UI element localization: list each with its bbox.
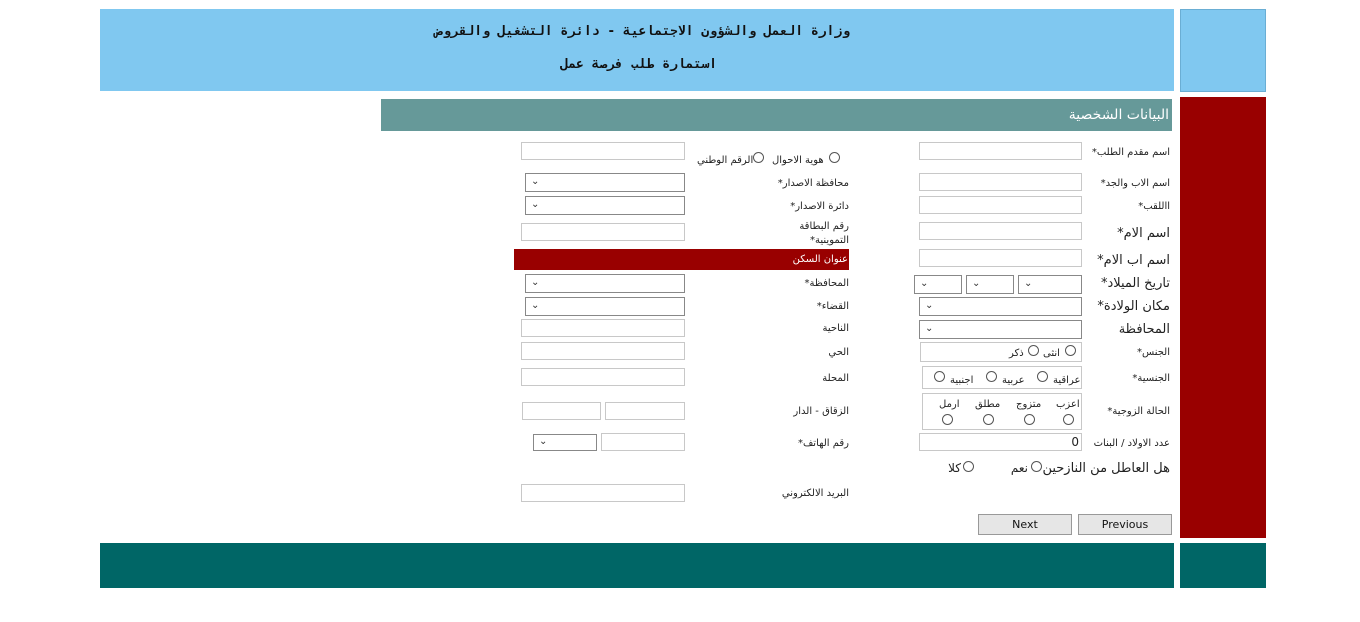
neighborhood-label: الحي bbox=[828, 347, 849, 358]
address-governorate-select[interactable] bbox=[525, 274, 685, 293]
neighborhood-input[interactable] bbox=[521, 342, 685, 360]
district-label: القضاء* bbox=[816, 301, 849, 312]
address-section-title: عنوان السكن bbox=[792, 254, 848, 265]
issue-governorate-select[interactable] bbox=[525, 173, 685, 192]
gender-female-radio[interactable] bbox=[1065, 345, 1076, 356]
chevron-down-icon: ⌄ bbox=[531, 277, 540, 288]
nationality-iraqi-label: عراقية bbox=[1053, 375, 1081, 386]
chevron-down-icon: ⌄ bbox=[539, 436, 548, 447]
gender-label: الجنس* bbox=[1136, 347, 1170, 358]
displaced-yes-label: نعم bbox=[1010, 461, 1028, 475]
nationality-foreign-label: اجنبية bbox=[950, 375, 974, 386]
address-governorate-label: المحافظة* bbox=[804, 278, 849, 289]
marital-married-label: متزوج bbox=[1016, 399, 1042, 410]
issue-office-label: دائرة الاصدار* bbox=[790, 201, 849, 212]
birth-place-label: مكان الولادة* bbox=[1097, 299, 1170, 314]
header-side-panel bbox=[1180, 9, 1266, 92]
marital-widowed-label: ارمل bbox=[939, 399, 960, 410]
marital-divorced-label: مطلق bbox=[975, 399, 1001, 410]
form-title: استمارة طلب فرصة عمل bbox=[560, 57, 717, 72]
displaced-question: هل العاطل من النازحين bbox=[1042, 461, 1170, 476]
birth-month-select[interactable] bbox=[966, 275, 1014, 294]
displaced-yes-radio[interactable] bbox=[1031, 461, 1042, 472]
marital-married-radio[interactable] bbox=[1024, 414, 1035, 425]
birth-year-select[interactable] bbox=[1018, 275, 1082, 294]
birth-place-select[interactable] bbox=[919, 297, 1082, 316]
chevron-down-icon: ⌄ bbox=[972, 278, 981, 289]
id-civil-label: هوية الاحوال bbox=[772, 155, 824, 166]
chevron-down-icon: ⌄ bbox=[920, 278, 929, 289]
side-panel bbox=[1180, 97, 1266, 538]
nationality-arab-radio[interactable] bbox=[986, 371, 997, 382]
subdistrict-label: الناحية bbox=[822, 323, 849, 334]
email-input[interactable] bbox=[521, 484, 685, 502]
governorate-select[interactable] bbox=[919, 320, 1082, 339]
gender-male-label: ذكر bbox=[1009, 348, 1024, 359]
alley-input[interactable] bbox=[605, 402, 685, 420]
mother-name-input[interactable] bbox=[919, 222, 1082, 240]
mother-name-label: اسم الام* bbox=[1117, 226, 1170, 241]
applicant-name-label: اسم مقدم الطلب* bbox=[1091, 147, 1170, 158]
displaced-no-label: كلا bbox=[948, 461, 961, 475]
id-civil-radio[interactable] bbox=[829, 152, 840, 163]
nationality-foreign-radio[interactable] bbox=[934, 371, 945, 382]
applicant-name-input[interactable] bbox=[919, 142, 1082, 160]
birth-date-label: تاريخ الميلاد* bbox=[1100, 276, 1170, 291]
phone-carrier-select[interactable] bbox=[533, 434, 597, 451]
nationality-iraqi-radio[interactable] bbox=[1037, 371, 1048, 382]
governorate-label: المحافظة bbox=[1118, 322, 1170, 337]
next-button[interactable]: Next bbox=[978, 514, 1072, 535]
address-section-bar bbox=[514, 249, 849, 270]
marital-single-radio[interactable] bbox=[1063, 414, 1074, 425]
marital-divorced-radio[interactable] bbox=[983, 414, 994, 425]
subdistrict-input[interactable] bbox=[521, 319, 685, 337]
ration-card-label-2: التموينية* bbox=[810, 235, 849, 246]
children-count-input[interactable]: 0 bbox=[919, 433, 1082, 451]
alley-house-label: الزقاق - الدار bbox=[793, 406, 849, 417]
birth-day-select[interactable] bbox=[914, 275, 962, 294]
chevron-down-icon: ⌄ bbox=[925, 323, 934, 334]
chevron-down-icon: ⌄ bbox=[531, 199, 540, 210]
chevron-down-icon: ⌄ bbox=[531, 176, 540, 187]
nationality-arab-label: عربية bbox=[1002, 375, 1025, 386]
previous-button[interactable]: Previous bbox=[1078, 514, 1172, 535]
surname-label: االلقب* bbox=[1138, 201, 1170, 212]
surname-input[interactable] bbox=[919, 196, 1082, 214]
gender-female-label: انثى bbox=[1043, 348, 1060, 359]
footer-side-panel bbox=[1180, 543, 1266, 588]
father-name-label: اسم الاب والجد* bbox=[1100, 178, 1170, 189]
marital-widowed-radio[interactable] bbox=[942, 414, 953, 425]
page-header bbox=[100, 9, 1174, 91]
mother-father-input[interactable] bbox=[919, 249, 1082, 267]
chevron-down-icon: ⌄ bbox=[1024, 278, 1033, 289]
ration-card-input[interactable] bbox=[521, 223, 685, 241]
email-label: البريد الالكتروني bbox=[781, 488, 849, 499]
house-input[interactable] bbox=[522, 402, 601, 420]
id-number-input[interactable] bbox=[521, 142, 685, 160]
mahalla-input[interactable] bbox=[521, 368, 685, 386]
marital-status-label: الحالة الزوجية* bbox=[1107, 406, 1170, 417]
children-count-label: عدد الاولاد / البنات bbox=[1093, 438, 1170, 449]
gender-male-radio[interactable] bbox=[1028, 345, 1039, 356]
issue-office-select[interactable] bbox=[525, 196, 685, 215]
issue-governorate-label: محافظة الاصدار* bbox=[777, 178, 849, 189]
phone-input[interactable] bbox=[601, 433, 685, 451]
id-national-label: الرقم الوطني bbox=[697, 155, 754, 166]
section-title: البيانات الشخصية bbox=[1068, 107, 1169, 123]
ministry-title: وزارة العمل والشؤون الاجتماعية - دائرة التشغيل والقروض bbox=[435, 24, 850, 39]
id-national-radio[interactable] bbox=[753, 152, 764, 163]
phone-label: رقم الهاتف* bbox=[797, 438, 849, 449]
ration-card-label-1: رقم البطاقة bbox=[799, 221, 849, 232]
page-footer bbox=[100, 543, 1174, 588]
marital-single-label: اعزب bbox=[1056, 399, 1080, 410]
nationality-label: الجنسية* bbox=[1132, 373, 1170, 384]
chevron-down-icon: ⌄ bbox=[925, 300, 934, 311]
displaced-no-radio[interactable] bbox=[963, 461, 974, 472]
district-select[interactable] bbox=[525, 297, 685, 316]
mahalla-label: المحلة bbox=[822, 373, 849, 384]
chevron-down-icon: ⌄ bbox=[531, 300, 540, 311]
mother-father-label: اسم اب الام* bbox=[1097, 253, 1170, 268]
section-title-bar bbox=[381, 99, 1172, 131]
father-name-input[interactable] bbox=[919, 173, 1082, 191]
